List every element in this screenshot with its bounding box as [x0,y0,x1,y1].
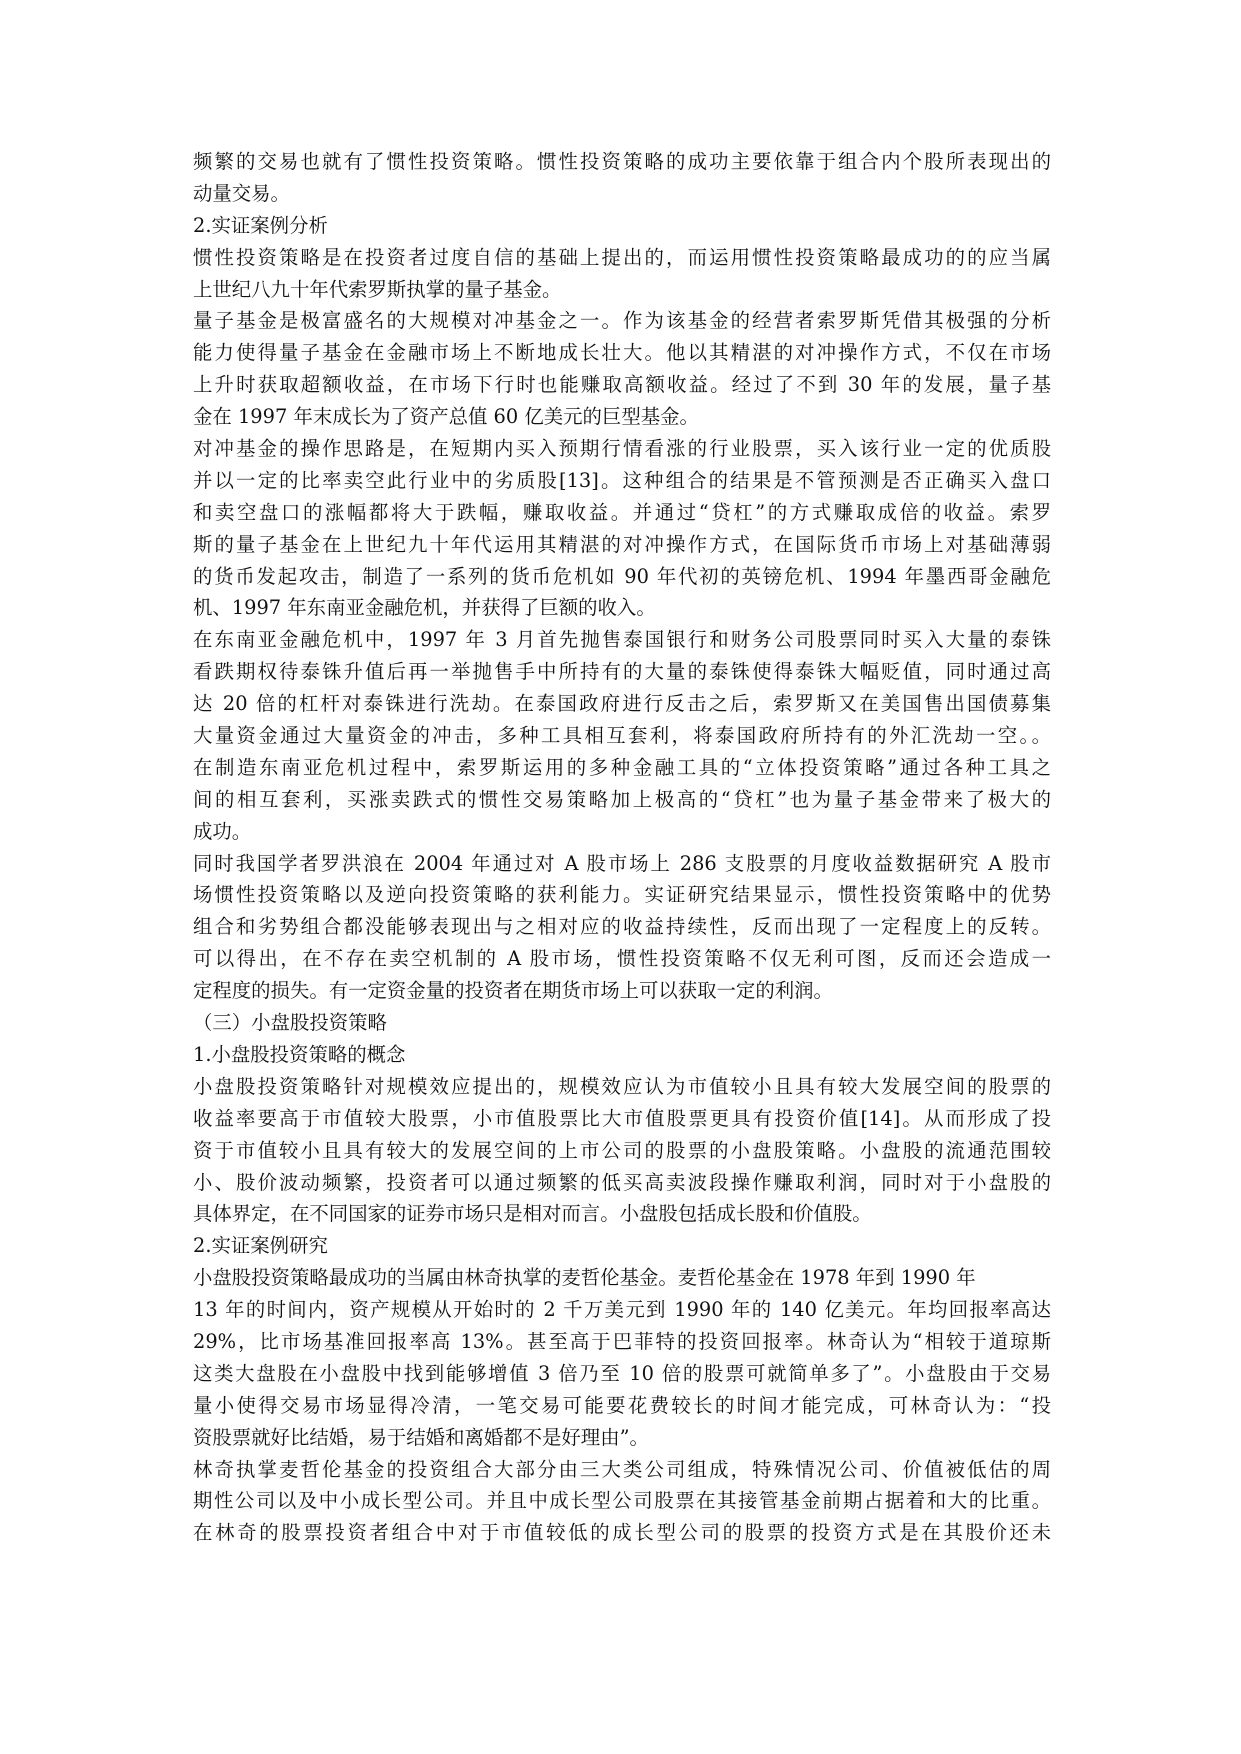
text-line: 期性公司以及中小成长型公司。并且中成长型公司股票在其接管基金前期占据着和大的比重。 [193,1489,1051,1513]
text-line: 量小使得交易市场显得冷清，一笔交易可能要花费较长的时间才能完成，可林奇认为：“投 [193,1393,1051,1417]
text-line: 资股票就好比结婚，易于结婚和离婚都不是好理由”。 [193,1425,649,1449]
text-line: 1.小盘股投资策略的概念 [193,1042,406,1066]
text-line: 达 20 倍的杠杆对泰铢进行洗劫。在泰国政府进行反击之后，索罗斯又在美国售出国债募集 [193,692,1051,716]
text-line: 定程度的损失。有一定资金量的投资者在期货市场上可以获取一定的利润。 [193,979,833,1003]
text-line: 斯的量子基金在上世纪九十年代运用其精湛的对冲操作方式，在国际货币市场上对基础薄弱 [193,532,1051,556]
text-line: 对冲基金的操作思路是，在短期内买入预期行情看涨的行业股票，买入该行业一定的优质股 [193,437,1051,461]
text-line: 29%，比市场基准回报率高 13%。甚至高于巴菲特的投资回报率。林奇认为“相较于道琼斯 [193,1329,1051,1353]
text-line: 这类大盘股在小盘股中找到能够增值 3 倍乃至 10 倍的股票可就简单多了”。小盘股由于交易 [193,1361,1051,1385]
text-line: 2.实证案例分析 [193,213,328,237]
text-line: 机、1997 年东南亚金融危机，并获得了巨额的收入。 [193,596,656,620]
text-line: 林奇执掌麦哲伦基金的投资组合大部分由三大类公司组成，特殊情况公司、价值被低估的周 [193,1457,1051,1481]
text-line: 在制造东南亚危机过程中，索罗斯运用的多种金融工具的“立体投资策略”通过各种工具之 [193,755,1051,779]
text-line: 看跌期权待泰铢升值后再一举抛售手中所持有的大量的泰铢使得泰铢大幅贬值，同时通过高 [193,660,1051,684]
text-line: 成功。 [193,819,252,843]
text-line: 的货币发起攻击，制造了一系列的货币危机如 90 年代初的英镑危机、1994 年墨西哥金融危 [193,564,1051,588]
text-line: 13 年的时间内，资产规模从开始时的 2 千万美元到 1990 年的 140 亿美元。年均回报率高达 [193,1298,1051,1322]
text-line: 收益率要高于市值较大股票，小市值股票比大市值股票更具有投资价值[14]。从而形成了投 [193,1106,1051,1130]
text-line: 在东南亚金融危机中，1997 年 3 月首先抛售泰国银行和财务公司股票同时买入大量的泰铢 [193,628,1051,652]
text-line: 小盘股投资策略最成功的当属由林奇执掌的麦哲伦基金。麦哲伦基金在 1978 年到 1990 年 [193,1266,976,1290]
text-line: 在林奇的股票投资者组合中对于市值较低的成长型公司的股票的投资方式是在其股价还未 [193,1521,1051,1545]
text-line: 同时我国学者罗洪浪在 2004 年通过对 A 股市场上 286 支股票的月度收益数据研究 A 股市 [193,851,1051,875]
text-line: 可以得出，在不存在卖空机制的 A 股市场，惯性投资策略不仅无利可图，反而还会造成一 [193,947,1051,971]
text-line: 组合和劣势组合都没能够表现出与之相对应的收益持续性，反而出现了一定程度上的反转。 [193,915,1051,939]
text-line: 量子基金是极富盛名的大规模对冲基金之一。作为该基金的经营者索罗斯凭借其极强的分析 [193,309,1051,333]
text-line: 具体界定，在不同国家的证券市场只是相对而言。小盘股包括成长股和价值股。 [193,1202,872,1226]
document-page [193,146,1051,1549]
text-line: 频繁的交易也就有了惯性投资策略。惯性投资策略的成功主要依靠于组合内个股所表现出的 [193,150,1051,173]
text-line: 动量交易。 [193,181,290,205]
text-line: 场惯性投资策略以及逆向投资策略的获利能力。实证研究结果显示，惯性投资策略中的优势 [193,883,1051,907]
text-line: 间的相互套利，买涨卖跌式的惯性交易策略加上极高的“贷杠”也为量子基金带来了极大的 [193,787,1051,811]
text-line: 能力使得量子基金在金融市场上不断地成长壮大。他以其精湛的对冲操作方式，不仅在市场 [193,341,1051,365]
text-line: 大量资金通过大量资金的冲击，多种工具相互套利，将泰国政府所持有的外汇洗劫一空。。 [193,724,1051,748]
text-line: 并以一定的比率卖空此行业中的劣质股[13]。这种组合的结果是不管预测是否正确买入盘口 [193,468,1051,492]
text-line: 和卖空盘口的涨幅都将大于跌幅，赚取收益。并通过“贷杠”的方式赚取成倍的收益。索罗 [193,500,1051,524]
text-line: 上升时获取超额收益，在市场下行时也能赚取高额收益。经过了不到 30 年的发展，量子基 [193,373,1051,397]
text-line: 小盘股投资策略针对规模效应提出的，规模效应认为市值较小且具有较大发展空间的股票的 [193,1074,1051,1098]
text-line: 资于市值较小且具有较大的发展空间的上市公司的股票的小盘股策略。小盘股的流通范围较 [193,1138,1051,1162]
text-line: 惯性投资策略是在投资者过度自信的基础上提出的，而运用惯性投资策略最成功的的应当属 [193,245,1051,269]
text-line: （三）小盘股投资策略 [193,1011,387,1035]
text-line: 2.实证案例研究 [193,1234,328,1258]
text-line: 上世纪八九十年代索罗斯执掌的量子基金。 [193,277,562,301]
text-line: 金在 1997 年末成长为了资产总值 60 亿美元的巨型基金。 [193,405,699,429]
text-line: 小、股价波动频繁，投资者可以通过频繁的低买高卖波段操作赚取利润，同时对于小盘股的 [193,1170,1051,1194]
